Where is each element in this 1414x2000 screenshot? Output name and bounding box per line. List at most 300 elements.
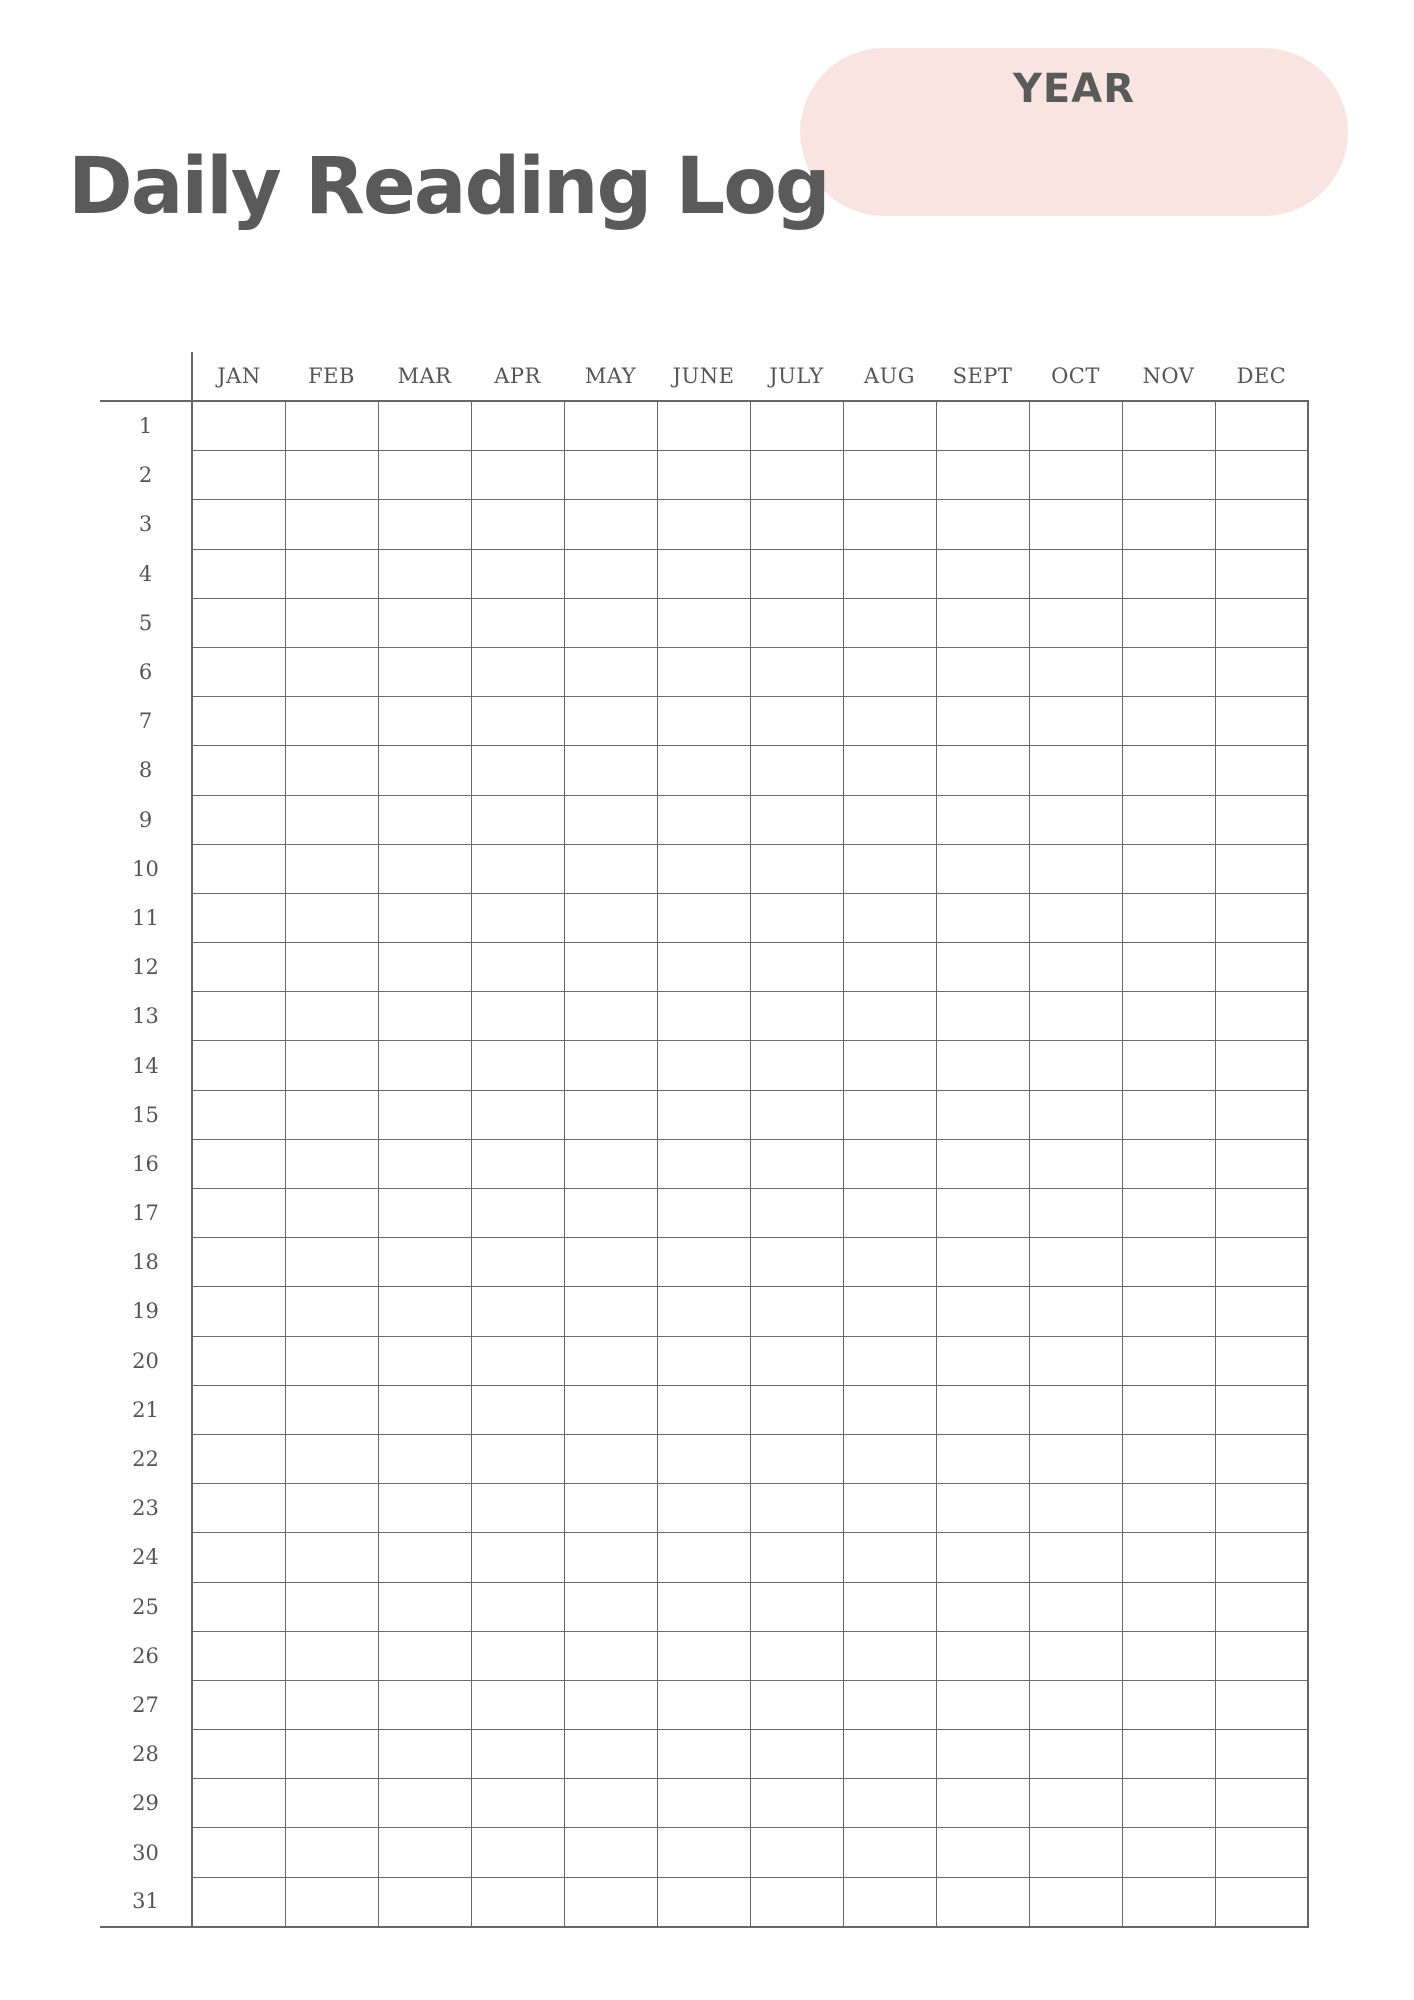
log-cell[interactable] <box>1029 1287 1122 1336</box>
log-cell[interactable] <box>285 1533 378 1582</box>
log-cell[interactable] <box>750 1336 843 1385</box>
log-cell[interactable] <box>192 401 285 451</box>
log-cell[interactable] <box>1215 893 1308 942</box>
log-cell[interactable] <box>564 1484 657 1533</box>
log-cell[interactable] <box>564 401 657 451</box>
log-cell[interactable] <box>471 795 564 844</box>
log-cell[interactable] <box>1122 1139 1215 1188</box>
log-cell[interactable] <box>1122 697 1215 746</box>
log-cell[interactable] <box>192 795 285 844</box>
log-cell[interactable] <box>1122 500 1215 549</box>
log-cell[interactable] <box>1122 795 1215 844</box>
log-cell[interactable] <box>657 1877 750 1927</box>
log-cell[interactable] <box>843 746 936 795</box>
log-cell[interactable] <box>378 943 471 992</box>
log-cell[interactable] <box>1215 1631 1308 1680</box>
log-cell[interactable] <box>936 598 1029 647</box>
log-cell[interactable] <box>1029 1041 1122 1090</box>
log-cell[interactable] <box>1029 1582 1122 1631</box>
log-cell[interactable] <box>657 549 750 598</box>
log-cell[interactable] <box>378 401 471 451</box>
log-cell[interactable] <box>936 549 1029 598</box>
log-cell[interactable] <box>750 893 843 942</box>
log-cell[interactable] <box>378 1139 471 1188</box>
log-cell[interactable] <box>564 746 657 795</box>
log-cell[interactable] <box>471 1680 564 1729</box>
log-cell[interactable] <box>285 746 378 795</box>
log-cell[interactable] <box>471 500 564 549</box>
log-cell[interactable] <box>750 795 843 844</box>
log-cell[interactable] <box>471 1730 564 1779</box>
log-cell[interactable] <box>750 1730 843 1779</box>
log-cell[interactable] <box>564 1828 657 1877</box>
log-cell[interactable] <box>1215 844 1308 893</box>
log-cell[interactable] <box>471 1287 564 1336</box>
log-cell[interactable] <box>843 1041 936 1090</box>
log-cell[interactable] <box>843 1730 936 1779</box>
log-cell[interactable] <box>285 1238 378 1287</box>
log-cell[interactable] <box>564 549 657 598</box>
log-cell[interactable] <box>1122 1336 1215 1385</box>
log-cell[interactable] <box>285 401 378 451</box>
log-cell[interactable] <box>750 1877 843 1927</box>
log-cell[interactable] <box>1029 795 1122 844</box>
log-cell[interactable] <box>471 549 564 598</box>
log-cell[interactable] <box>192 1680 285 1729</box>
log-cell[interactable] <box>936 1041 1029 1090</box>
log-cell[interactable] <box>1122 1730 1215 1779</box>
log-cell[interactable] <box>936 451 1029 500</box>
log-cell[interactable] <box>1215 1090 1308 1139</box>
log-cell[interactable] <box>1029 1238 1122 1287</box>
log-cell[interactable] <box>750 500 843 549</box>
log-cell[interactable] <box>1029 549 1122 598</box>
log-cell[interactable] <box>192 1287 285 1336</box>
log-cell[interactable] <box>378 795 471 844</box>
log-cell[interactable] <box>1029 1680 1122 1729</box>
log-cell[interactable] <box>936 1434 1029 1483</box>
log-cell[interactable] <box>657 1287 750 1336</box>
log-cell[interactable] <box>936 1680 1029 1729</box>
log-cell[interactable] <box>843 1385 936 1434</box>
log-cell[interactable] <box>564 943 657 992</box>
log-cell[interactable] <box>1122 1484 1215 1533</box>
log-cell[interactable] <box>564 598 657 647</box>
log-cell[interactable] <box>843 1877 936 1927</box>
log-cell[interactable] <box>1029 451 1122 500</box>
log-cell[interactable] <box>936 1287 1029 1336</box>
log-cell[interactable] <box>378 1680 471 1729</box>
log-cell[interactable] <box>1215 1484 1308 1533</box>
log-cell[interactable] <box>564 697 657 746</box>
log-cell[interactable] <box>192 1090 285 1139</box>
log-cell[interactable] <box>1215 1828 1308 1877</box>
log-cell[interactable] <box>192 1238 285 1287</box>
log-cell[interactable] <box>936 1189 1029 1238</box>
log-cell[interactable] <box>1122 844 1215 893</box>
log-cell[interactable] <box>285 1730 378 1779</box>
log-cell[interactable] <box>192 1041 285 1090</box>
log-cell[interactable] <box>936 1385 1029 1434</box>
log-cell[interactable] <box>657 1090 750 1139</box>
log-cell[interactable] <box>1122 1779 1215 1828</box>
log-cell[interactable] <box>1122 1041 1215 1090</box>
log-cell[interactable] <box>1029 1336 1122 1385</box>
log-cell[interactable] <box>285 1090 378 1139</box>
log-cell[interactable] <box>564 1041 657 1090</box>
log-cell[interactable] <box>564 1090 657 1139</box>
log-cell[interactable] <box>564 1730 657 1779</box>
log-cell[interactable] <box>1122 1238 1215 1287</box>
log-cell[interactable] <box>843 992 936 1041</box>
log-cell[interactable] <box>657 1336 750 1385</box>
log-cell[interactable] <box>1122 549 1215 598</box>
log-cell[interactable] <box>1122 1533 1215 1582</box>
log-cell[interactable] <box>750 598 843 647</box>
log-cell[interactable] <box>1029 943 1122 992</box>
log-cell[interactable] <box>936 1484 1029 1533</box>
log-cell[interactable] <box>1029 500 1122 549</box>
log-cell[interactable] <box>285 697 378 746</box>
log-cell[interactable] <box>378 500 471 549</box>
log-cell[interactable] <box>471 1533 564 1582</box>
log-cell[interactable] <box>192 1484 285 1533</box>
log-cell[interactable] <box>378 1041 471 1090</box>
log-cell[interactable] <box>192 1336 285 1385</box>
log-cell[interactable] <box>1215 697 1308 746</box>
log-cell[interactable] <box>1029 598 1122 647</box>
log-cell[interactable] <box>1122 401 1215 451</box>
log-cell[interactable] <box>843 1287 936 1336</box>
log-cell[interactable] <box>192 1434 285 1483</box>
log-cell[interactable] <box>564 647 657 696</box>
log-cell[interactable] <box>1029 401 1122 451</box>
log-cell[interactable] <box>564 844 657 893</box>
log-cell[interactable] <box>750 746 843 795</box>
log-cell[interactable] <box>657 1680 750 1729</box>
log-cell[interactable] <box>1215 598 1308 647</box>
log-cell[interactable] <box>1029 1730 1122 1779</box>
log-cell[interactable] <box>564 1336 657 1385</box>
log-cell[interactable] <box>843 500 936 549</box>
log-cell[interactable] <box>564 1238 657 1287</box>
log-cell[interactable] <box>1215 1730 1308 1779</box>
log-cell[interactable] <box>192 1582 285 1631</box>
log-cell[interactable] <box>378 1434 471 1483</box>
log-cell[interactable] <box>843 893 936 942</box>
log-cell[interactable] <box>1215 1877 1308 1927</box>
log-cell[interactable] <box>1215 401 1308 451</box>
log-cell[interactable] <box>378 1090 471 1139</box>
log-cell[interactable] <box>285 451 378 500</box>
log-cell[interactable] <box>1029 647 1122 696</box>
log-cell[interactable] <box>1215 1582 1308 1631</box>
log-cell[interactable] <box>843 795 936 844</box>
log-cell[interactable] <box>936 992 1029 1041</box>
log-cell[interactable] <box>378 451 471 500</box>
log-cell[interactable] <box>750 451 843 500</box>
log-cell[interactable] <box>471 1041 564 1090</box>
log-cell[interactable] <box>1215 1533 1308 1582</box>
log-cell[interactable] <box>936 943 1029 992</box>
log-cell[interactable] <box>936 1533 1029 1582</box>
log-cell[interactable] <box>192 697 285 746</box>
log-cell[interactable] <box>843 697 936 746</box>
log-cell[interactable] <box>564 1139 657 1188</box>
log-cell[interactable] <box>1122 992 1215 1041</box>
log-cell[interactable] <box>564 1434 657 1483</box>
log-cell[interactable] <box>657 1582 750 1631</box>
log-cell[interactable] <box>750 1582 843 1631</box>
log-cell[interactable] <box>564 795 657 844</box>
log-cell[interactable] <box>378 1238 471 1287</box>
log-cell[interactable] <box>285 1680 378 1729</box>
log-cell[interactable] <box>750 1139 843 1188</box>
log-cell[interactable] <box>471 1090 564 1139</box>
log-cell[interactable] <box>843 844 936 893</box>
log-cell[interactable] <box>936 746 1029 795</box>
log-cell[interactable] <box>471 1877 564 1927</box>
log-cell[interactable] <box>1215 943 1308 992</box>
log-cell[interactable] <box>471 1434 564 1483</box>
log-cell[interactable] <box>750 1631 843 1680</box>
log-cell[interactable] <box>1215 1287 1308 1336</box>
log-cell[interactable] <box>1029 844 1122 893</box>
log-cell[interactable] <box>843 401 936 451</box>
log-cell[interactable] <box>471 746 564 795</box>
log-cell[interactable] <box>843 1680 936 1729</box>
log-cell[interactable] <box>1029 992 1122 1041</box>
log-cell[interactable] <box>564 451 657 500</box>
log-cell[interactable] <box>1215 1434 1308 1483</box>
log-cell[interactable] <box>936 1877 1029 1927</box>
log-cell[interactable] <box>471 598 564 647</box>
log-cell[interactable] <box>471 1828 564 1877</box>
log-cell[interactable] <box>750 1041 843 1090</box>
log-cell[interactable] <box>1122 1877 1215 1927</box>
log-cell[interactable] <box>1029 1631 1122 1680</box>
log-cell[interactable] <box>564 1779 657 1828</box>
log-cell[interactable] <box>285 1189 378 1238</box>
log-cell[interactable] <box>1215 746 1308 795</box>
log-cell[interactable] <box>657 697 750 746</box>
log-cell[interactable] <box>1122 1582 1215 1631</box>
log-cell[interactable] <box>285 992 378 1041</box>
log-cell[interactable] <box>471 844 564 893</box>
log-cell[interactable] <box>285 1336 378 1385</box>
log-cell[interactable] <box>192 844 285 893</box>
log-cell[interactable] <box>1029 1828 1122 1877</box>
log-cell[interactable] <box>285 1434 378 1483</box>
log-cell[interactable] <box>1122 1680 1215 1729</box>
log-cell[interactable] <box>657 943 750 992</box>
log-cell[interactable] <box>1029 1434 1122 1483</box>
log-cell[interactable] <box>378 1582 471 1631</box>
log-cell[interactable] <box>843 1582 936 1631</box>
log-cell[interactable] <box>1215 1041 1308 1090</box>
log-cell[interactable] <box>750 697 843 746</box>
log-cell[interactable] <box>657 795 750 844</box>
log-cell[interactable] <box>1029 893 1122 942</box>
log-cell[interactable] <box>285 1877 378 1927</box>
log-cell[interactable] <box>1029 1090 1122 1139</box>
log-cell[interactable] <box>1215 992 1308 1041</box>
log-cell[interactable] <box>378 1484 471 1533</box>
log-cell[interactable] <box>192 1730 285 1779</box>
log-cell[interactable] <box>1029 1877 1122 1927</box>
log-cell[interactable] <box>192 1877 285 1927</box>
log-cell[interactable] <box>1122 1287 1215 1336</box>
log-cell[interactable] <box>564 1680 657 1729</box>
log-cell[interactable] <box>657 992 750 1041</box>
log-cell[interactable] <box>378 1385 471 1434</box>
log-cell[interactable] <box>285 893 378 942</box>
log-cell[interactable] <box>285 1779 378 1828</box>
log-cell[interactable] <box>285 500 378 549</box>
log-cell[interactable] <box>564 500 657 549</box>
log-cell[interactable] <box>378 893 471 942</box>
log-cell[interactable] <box>564 1533 657 1582</box>
log-cell[interactable] <box>192 451 285 500</box>
log-cell[interactable] <box>750 1680 843 1729</box>
log-cell[interactable] <box>471 1582 564 1631</box>
log-cell[interactable] <box>192 1828 285 1877</box>
log-cell[interactable] <box>843 1484 936 1533</box>
log-cell[interactable] <box>750 401 843 451</box>
log-cell[interactable] <box>1215 549 1308 598</box>
log-cell[interactable] <box>936 1582 1029 1631</box>
log-cell[interactable] <box>1029 1484 1122 1533</box>
log-cell[interactable] <box>936 1238 1029 1287</box>
log-cell[interactable] <box>285 549 378 598</box>
log-cell[interactable] <box>936 1090 1029 1139</box>
log-cell[interactable] <box>936 697 1029 746</box>
log-cell[interactable] <box>657 1533 750 1582</box>
log-cell[interactable] <box>471 893 564 942</box>
log-cell[interactable] <box>936 1828 1029 1877</box>
log-cell[interactable] <box>285 1631 378 1680</box>
log-cell[interactable] <box>378 844 471 893</box>
log-cell[interactable] <box>378 647 471 696</box>
log-cell[interactable] <box>843 647 936 696</box>
log-cell[interactable] <box>471 697 564 746</box>
log-cell[interactable] <box>564 1385 657 1434</box>
log-cell[interactable] <box>1122 598 1215 647</box>
log-cell[interactable] <box>285 844 378 893</box>
log-cell[interactable] <box>843 549 936 598</box>
log-cell[interactable] <box>192 746 285 795</box>
log-cell[interactable] <box>1029 1533 1122 1582</box>
log-cell[interactable] <box>192 549 285 598</box>
log-cell[interactable] <box>657 1041 750 1090</box>
log-cell[interactable] <box>1122 1631 1215 1680</box>
log-cell[interactable] <box>285 1828 378 1877</box>
log-cell[interactable] <box>750 1385 843 1434</box>
log-cell[interactable] <box>657 401 750 451</box>
log-cell[interactable] <box>750 1434 843 1483</box>
log-cell[interactable] <box>192 500 285 549</box>
log-cell[interactable] <box>564 1189 657 1238</box>
log-cell[interactable] <box>471 1484 564 1533</box>
log-cell[interactable] <box>378 1730 471 1779</box>
log-cell[interactable] <box>843 1779 936 1828</box>
log-cell[interactable] <box>750 943 843 992</box>
log-cell[interactable] <box>1215 1336 1308 1385</box>
log-cell[interactable] <box>1122 893 1215 942</box>
log-cell[interactable] <box>564 1877 657 1927</box>
log-cell[interactable] <box>843 598 936 647</box>
log-cell[interactable] <box>564 1631 657 1680</box>
log-cell[interactable] <box>285 1385 378 1434</box>
log-cell[interactable] <box>843 943 936 992</box>
log-cell[interactable] <box>1215 1139 1308 1188</box>
log-cell[interactable] <box>657 746 750 795</box>
log-cell[interactable] <box>1215 451 1308 500</box>
log-cell[interactable] <box>471 647 564 696</box>
log-cell[interactable] <box>657 1189 750 1238</box>
log-cell[interactable] <box>1122 1189 1215 1238</box>
log-cell[interactable] <box>657 598 750 647</box>
log-cell[interactable] <box>471 401 564 451</box>
log-cell[interactable] <box>285 1041 378 1090</box>
log-cell[interactable] <box>471 1238 564 1287</box>
log-cell[interactable] <box>936 647 1029 696</box>
log-cell[interactable] <box>936 795 1029 844</box>
log-cell[interactable] <box>936 1730 1029 1779</box>
log-cell[interactable] <box>936 1139 1029 1188</box>
log-cell[interactable] <box>657 451 750 500</box>
log-cell[interactable] <box>1215 1779 1308 1828</box>
log-cell[interactable] <box>192 598 285 647</box>
log-cell[interactable] <box>1122 1090 1215 1139</box>
log-cell[interactable] <box>657 1139 750 1188</box>
log-cell[interactable] <box>1122 451 1215 500</box>
log-cell[interactable] <box>750 1238 843 1287</box>
log-cell[interactable] <box>657 647 750 696</box>
log-cell[interactable] <box>564 893 657 942</box>
log-cell[interactable] <box>843 1434 936 1483</box>
log-cell[interactable] <box>192 1139 285 1188</box>
log-cell[interactable] <box>936 1631 1029 1680</box>
log-cell[interactable] <box>936 844 1029 893</box>
log-cell[interactable] <box>192 647 285 696</box>
log-cell[interactable] <box>1029 697 1122 746</box>
log-cell[interactable] <box>285 598 378 647</box>
log-cell[interactable] <box>471 1189 564 1238</box>
log-cell[interactable] <box>657 1238 750 1287</box>
log-cell[interactable] <box>1029 1189 1122 1238</box>
log-cell[interactable] <box>657 1828 750 1877</box>
log-cell[interactable] <box>750 549 843 598</box>
log-cell[interactable] <box>471 1336 564 1385</box>
log-cell[interactable] <box>750 1533 843 1582</box>
log-cell[interactable] <box>1215 1385 1308 1434</box>
log-cell[interactable] <box>378 697 471 746</box>
log-cell[interactable] <box>750 1828 843 1877</box>
log-cell[interactable] <box>285 1139 378 1188</box>
log-cell[interactable] <box>843 1828 936 1877</box>
log-cell[interactable] <box>378 992 471 1041</box>
log-cell[interactable] <box>657 1385 750 1434</box>
log-cell[interactable] <box>378 1877 471 1927</box>
log-cell[interactable] <box>1122 1828 1215 1877</box>
log-cell[interactable] <box>1215 1189 1308 1238</box>
log-cell[interactable] <box>285 1484 378 1533</box>
log-cell[interactable] <box>285 1582 378 1631</box>
log-cell[interactable] <box>1215 1680 1308 1729</box>
log-cell[interactable] <box>192 943 285 992</box>
log-cell[interactable] <box>471 992 564 1041</box>
